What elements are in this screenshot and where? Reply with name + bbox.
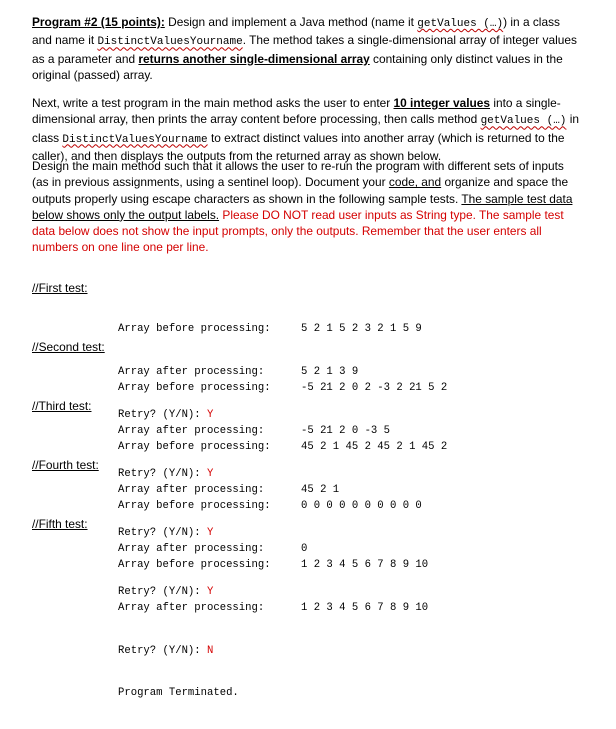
- after-values: 45 2 1: [301, 484, 340, 497]
- test-label: //Second test:: [32, 340, 105, 354]
- before-label: Array before processing:: [118, 323, 271, 336]
- sample-note: The sample test data below shows only the output labels.: [32, 191, 573, 222]
- returns-emphasis: returns another single-dimensional array: [138, 51, 370, 66]
- before-values: 5 2 1 5 2 3 2 1 5 9: [301, 323, 422, 336]
- class-name: DistinctValuesYourname: [97, 36, 243, 49]
- ten-values-emphasis: 10 integer values: [393, 96, 491, 110]
- method-name: getValues (…): [480, 115, 567, 128]
- after-label: Array after processing:: [118, 425, 265, 438]
- after-label: Array after processing:: [118, 366, 265, 379]
- test-label: //Fourth test:: [32, 458, 99, 472]
- after-label: Array after processing:: [118, 602, 265, 615]
- program-heading: Program #2 (15 points):: [32, 15, 165, 29]
- test-label: //Fifth test:: [32, 517, 88, 531]
- retry-prompt: Retry? (Y/N):: [118, 467, 201, 480]
- after-values: 0: [301, 543, 308, 556]
- code-and-underline: code, and: [388, 175, 442, 190]
- retry-prompt: Retry? (Y/N):: [118, 585, 201, 598]
- before-values: 0 0 0 0 0 0 0 0 0 0: [301, 500, 422, 513]
- before-values: 45 2 1 45 2 45 2 1 45 2: [301, 441, 448, 454]
- after-values: 5 2 1 3 9: [301, 366, 359, 379]
- after-values: -5 21 2 0 -3 5: [301, 425, 391, 438]
- after-values: 1 2 3 4 5 6 7 8 9 10: [301, 602, 429, 615]
- retry-answer: Y: [207, 467, 214, 480]
- retry-answer: Y: [207, 408, 214, 421]
- warning-note: Please DO NOT read user inputs as String type. The sample test data below does not show the input prompts, only the outputs. Remember that the user enters all numbers on one line one per line.: [32, 207, 564, 255]
- design-instructions: Design the main method such that it allows the user to re-run the program with different sets of inputs (as in previous assignments, using a sentinel loop). Document your code, and organize and space the outputs properly using escape characters as shown in the following sample tests. The sample test data below shows only the output labels. Please DO NOT read user inputs as String type. The sample test data below does not show the input prompts, only the outputs. Remember that the user enters all numbers on one line one per line.: [32, 159, 573, 255]
- method-name: getValues (…): [417, 18, 504, 30]
- test-output: [118, 530, 428, 729]
- before-label: Array before processing:: [118, 382, 271, 395]
- retry-prompt: Retry? (Y/N):: [118, 644, 201, 657]
- retry-prompt: Retry? (Y/N):: [118, 408, 201, 421]
- before-values: 1 2 3 4 5 6 7 8 9 10: [301, 559, 429, 572]
- test-label: //Third test:: [32, 399, 92, 413]
- before-label: Array before processing:: [118, 441, 271, 454]
- retry-answer: Y: [207, 526, 214, 539]
- retry-answer: Y: [207, 585, 214, 598]
- before-label: Array before processing:: [118, 559, 271, 572]
- test-label: //First test:: [32, 281, 88, 295]
- after-label: Array after processing:: [118, 484, 265, 497]
- retry-answer: N: [207, 644, 214, 657]
- test-program-instructions: Next, write a test program in the main method asks the user to enter 10 integer values into a single-dimensional array, then prints the array content before processing, then calls method getValues (…) in class DistinctValuesYourname to extract distinct values into another array (which is returned to the caller), and then displays the outputs from the returned array as shown below.: [32, 96, 579, 163]
- program-terminated: Program Terminated.: [118, 687, 239, 700]
- problem-statement: Program #2 (15 points): Design and implement a Java method (name it getValues (…)) in a class and name it DistinctValuesYourname. The method takes a single-dimensional array of integer values as a parameter and returns another single-dimensional array containing only distinct values in the original (passed) array.: [32, 15, 577, 82]
- after-label: Array after processing:: [118, 543, 265, 556]
- retry-prompt: Retry? (Y/N):: [118, 526, 201, 539]
- before-label: Array before processing:: [118, 500, 271, 513]
- before-values: -5 21 2 0 2 -3 2 21 5 2: [301, 382, 448, 395]
- class-name: DistinctValuesYourname: [62, 133, 208, 146]
